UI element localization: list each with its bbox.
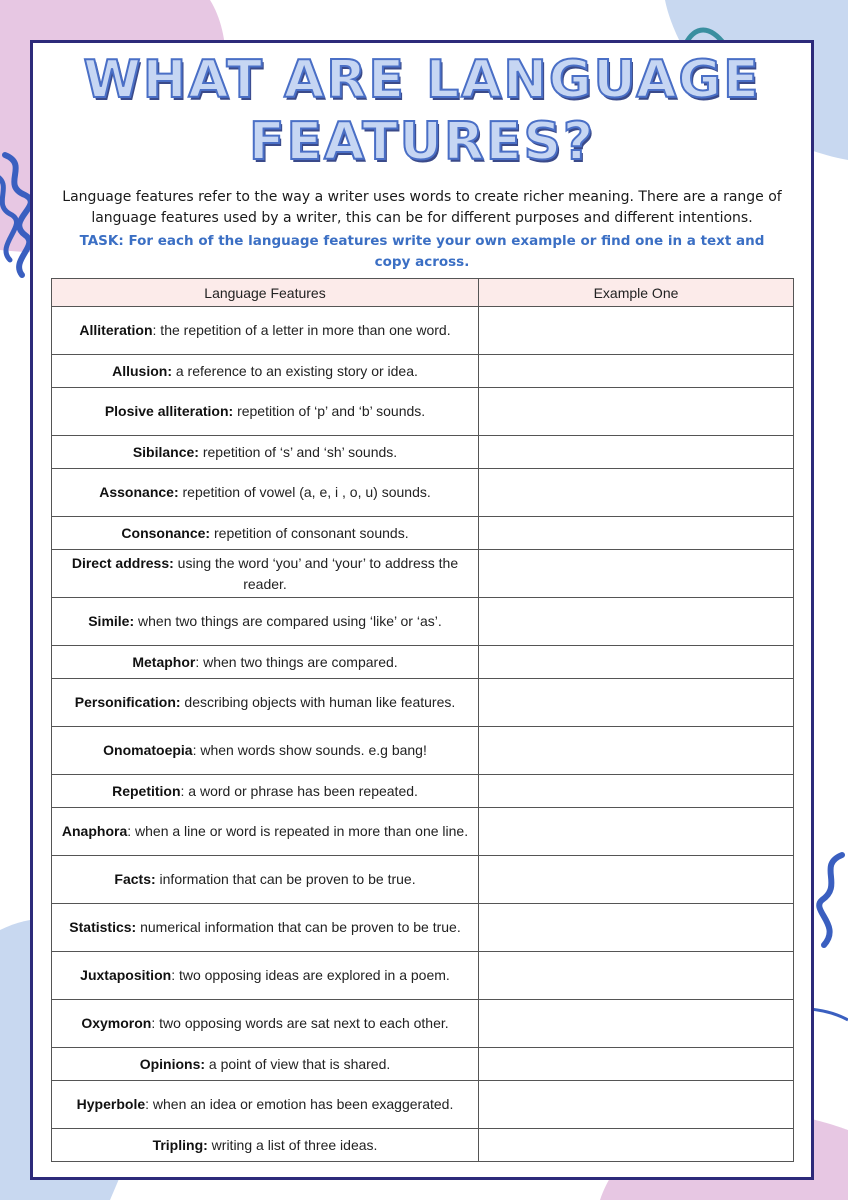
example-cell[interactable] — [479, 952, 794, 1000]
table-header-row — [52, 279, 794, 307]
example-cell[interactable] — [479, 646, 794, 679]
feature-definition-cell — [52, 727, 479, 775]
header-example-one: Example One — [479, 279, 794, 307]
page-title-line-2: FEATURES? — [248, 112, 596, 172]
feature-definition: repetition of ‘p’ and ‘b’ sounds. — [233, 403, 426, 419]
feature-term: Facts: — [114, 871, 156, 887]
feature-definition: repetition of ‘s’ and ‘sh’ sounds. — [198, 443, 398, 460]
example-cell[interactable] — [479, 1048, 794, 1081]
feature-term: Sibilance: — [132, 443, 199, 460]
feature-term: Plosive alliteration: — [104, 403, 234, 419]
table-row — [52, 808, 794, 856]
table-row — [52, 952, 794, 1000]
feature-term: Direct address: — [71, 554, 174, 571]
table-row — [52, 388, 794, 436]
feature-definition-cell — [52, 1048, 479, 1081]
feature-definition: a point of view that is shared. — [205, 1055, 391, 1072]
feature-term: Opinions: — [139, 1055, 206, 1072]
table-row — [52, 727, 794, 775]
feature-term: Tripling: — [152, 1136, 208, 1153]
feature-definition: : when two things are compared. — [195, 653, 398, 670]
feature-definition-cell — [52, 904, 479, 952]
feature-term: Statistics: — [69, 919, 137, 935]
feature-definition: when two things are compared using ‘like’ or ‘as’. — [134, 613, 442, 629]
example-cell[interactable] — [479, 469, 794, 517]
feature-definition: information that can be proven to be true. — [155, 871, 416, 887]
example-cell[interactable] — [479, 1081, 794, 1129]
table-row — [52, 469, 794, 517]
table-row — [52, 436, 794, 469]
feature-definition: a reference to an existing story or idea. — [171, 362, 418, 379]
table-row — [52, 517, 794, 550]
feature-definition-cell — [52, 1081, 479, 1129]
table-row — [52, 598, 794, 646]
feature-definition: : when words show sounds. e.g bang! — [192, 742, 427, 758]
feature-definition: : the repetition of a letter in more than one word. — [152, 322, 451, 338]
feature-definition-cell — [52, 307, 479, 355]
example-cell[interactable] — [479, 775, 794, 808]
feature-term: Repetition — [112, 782, 181, 799]
feature-definition: : two opposing ideas are explored in a poem. — [171, 967, 450, 983]
feature-definition: : a word or phrase has been repeated. — [180, 782, 418, 799]
feature-definition-cell — [52, 808, 479, 856]
page-title-line-1: WHAT ARE LANGUAGE — [83, 50, 761, 110]
feature-definition: repetition of consonant sounds. — [210, 524, 409, 541]
feature-definition: : when a line or word is repeated in more than one line. — [127, 823, 469, 839]
feature-definition: using the word ‘you’ and ‘your’ to address the reader. — [173, 554, 459, 592]
feature-term: Assonance: — [99, 484, 179, 500]
feature-term: Metaphor — [132, 653, 196, 670]
feature-definition-cell — [52, 952, 479, 1000]
feature-definition-cell — [52, 598, 479, 646]
feature-definition-cell — [52, 550, 479, 598]
example-cell[interactable] — [479, 856, 794, 904]
feature-definition-cell — [52, 436, 479, 469]
example-cell[interactable] — [479, 307, 794, 355]
feature-term: Juxtaposition — [80, 967, 172, 983]
feature-term: Alliteration — [79, 322, 153, 338]
feature-definition-cell — [52, 1129, 479, 1162]
table-row — [52, 679, 794, 727]
example-cell[interactable] — [479, 727, 794, 775]
feature-definition: describing objects with human like features. — [180, 694, 456, 710]
feature-definition-cell — [52, 388, 479, 436]
task-instruction: TASK: For each of the language features write your own example or find one in a text and copy across. — [79, 233, 765, 270]
feature-term: Oxymoron — [81, 1015, 152, 1031]
worksheet-frame — [30, 40, 814, 1180]
table-row — [52, 1000, 794, 1048]
feature-definition-cell — [52, 517, 479, 550]
feature-definition-cell — [52, 355, 479, 388]
feature-definition: numerical information that can be proven to be true. — [136, 919, 461, 935]
table-row — [52, 1048, 794, 1081]
example-cell[interactable] — [479, 517, 794, 550]
table-row — [52, 904, 794, 952]
example-cell[interactable] — [479, 355, 794, 388]
feature-definition: : when an idea or emotion has been exaggerated. — [145, 1096, 454, 1112]
table-row — [52, 646, 794, 679]
table-row — [52, 355, 794, 388]
table-row — [52, 550, 794, 598]
table-row — [52, 307, 794, 355]
feature-definition-cell — [52, 469, 479, 517]
intro-text: Language features refer to the way a writer uses words to create richer meaning. There are a range of language features used by a writer, this can be for different purposes and different intentions. — [62, 189, 782, 226]
example-cell[interactable] — [479, 598, 794, 646]
feature-definition-cell — [52, 856, 479, 904]
page-title — [33, 49, 811, 173]
example-cell[interactable] — [479, 904, 794, 952]
feature-term: Allusion: — [112, 362, 172, 379]
feature-definition-cell — [52, 1000, 479, 1048]
example-cell[interactable] — [479, 550, 794, 598]
table-row — [52, 856, 794, 904]
feature-term: Hyperbole — [76, 1096, 146, 1112]
decor-squiggle-right — [812, 850, 848, 960]
feature-definition: : two opposing words are sat next to each other. — [151, 1015, 449, 1031]
table-row — [52, 775, 794, 808]
feature-definition-cell — [52, 646, 479, 679]
feature-definition-cell — [52, 775, 479, 808]
example-cell[interactable] — [479, 436, 794, 469]
feature-definition: repetition of vowel (a, e, i , o, u) sounds. — [178, 484, 431, 500]
feature-term: Simile: — [88, 613, 135, 629]
example-cell[interactable] — [479, 1000, 794, 1048]
example-cell[interactable] — [479, 808, 794, 856]
feature-term: Personification: — [74, 694, 181, 710]
feature-definition-cell — [52, 679, 479, 727]
feature-definition: writing a list of three ideas. — [207, 1136, 378, 1153]
feature-term: Anaphora — [61, 823, 128, 839]
feature-term: Onomatoepia — [103, 742, 193, 758]
feature-term: Consonance: — [121, 524, 211, 541]
language-features-table — [51, 278, 794, 1162]
example-cell[interactable] — [479, 679, 794, 727]
header-language-features: Language Features — [52, 279, 479, 307]
table-row — [52, 1081, 794, 1129]
example-cell[interactable] — [479, 1129, 794, 1162]
example-cell[interactable] — [479, 388, 794, 436]
table-row — [52, 1129, 794, 1162]
